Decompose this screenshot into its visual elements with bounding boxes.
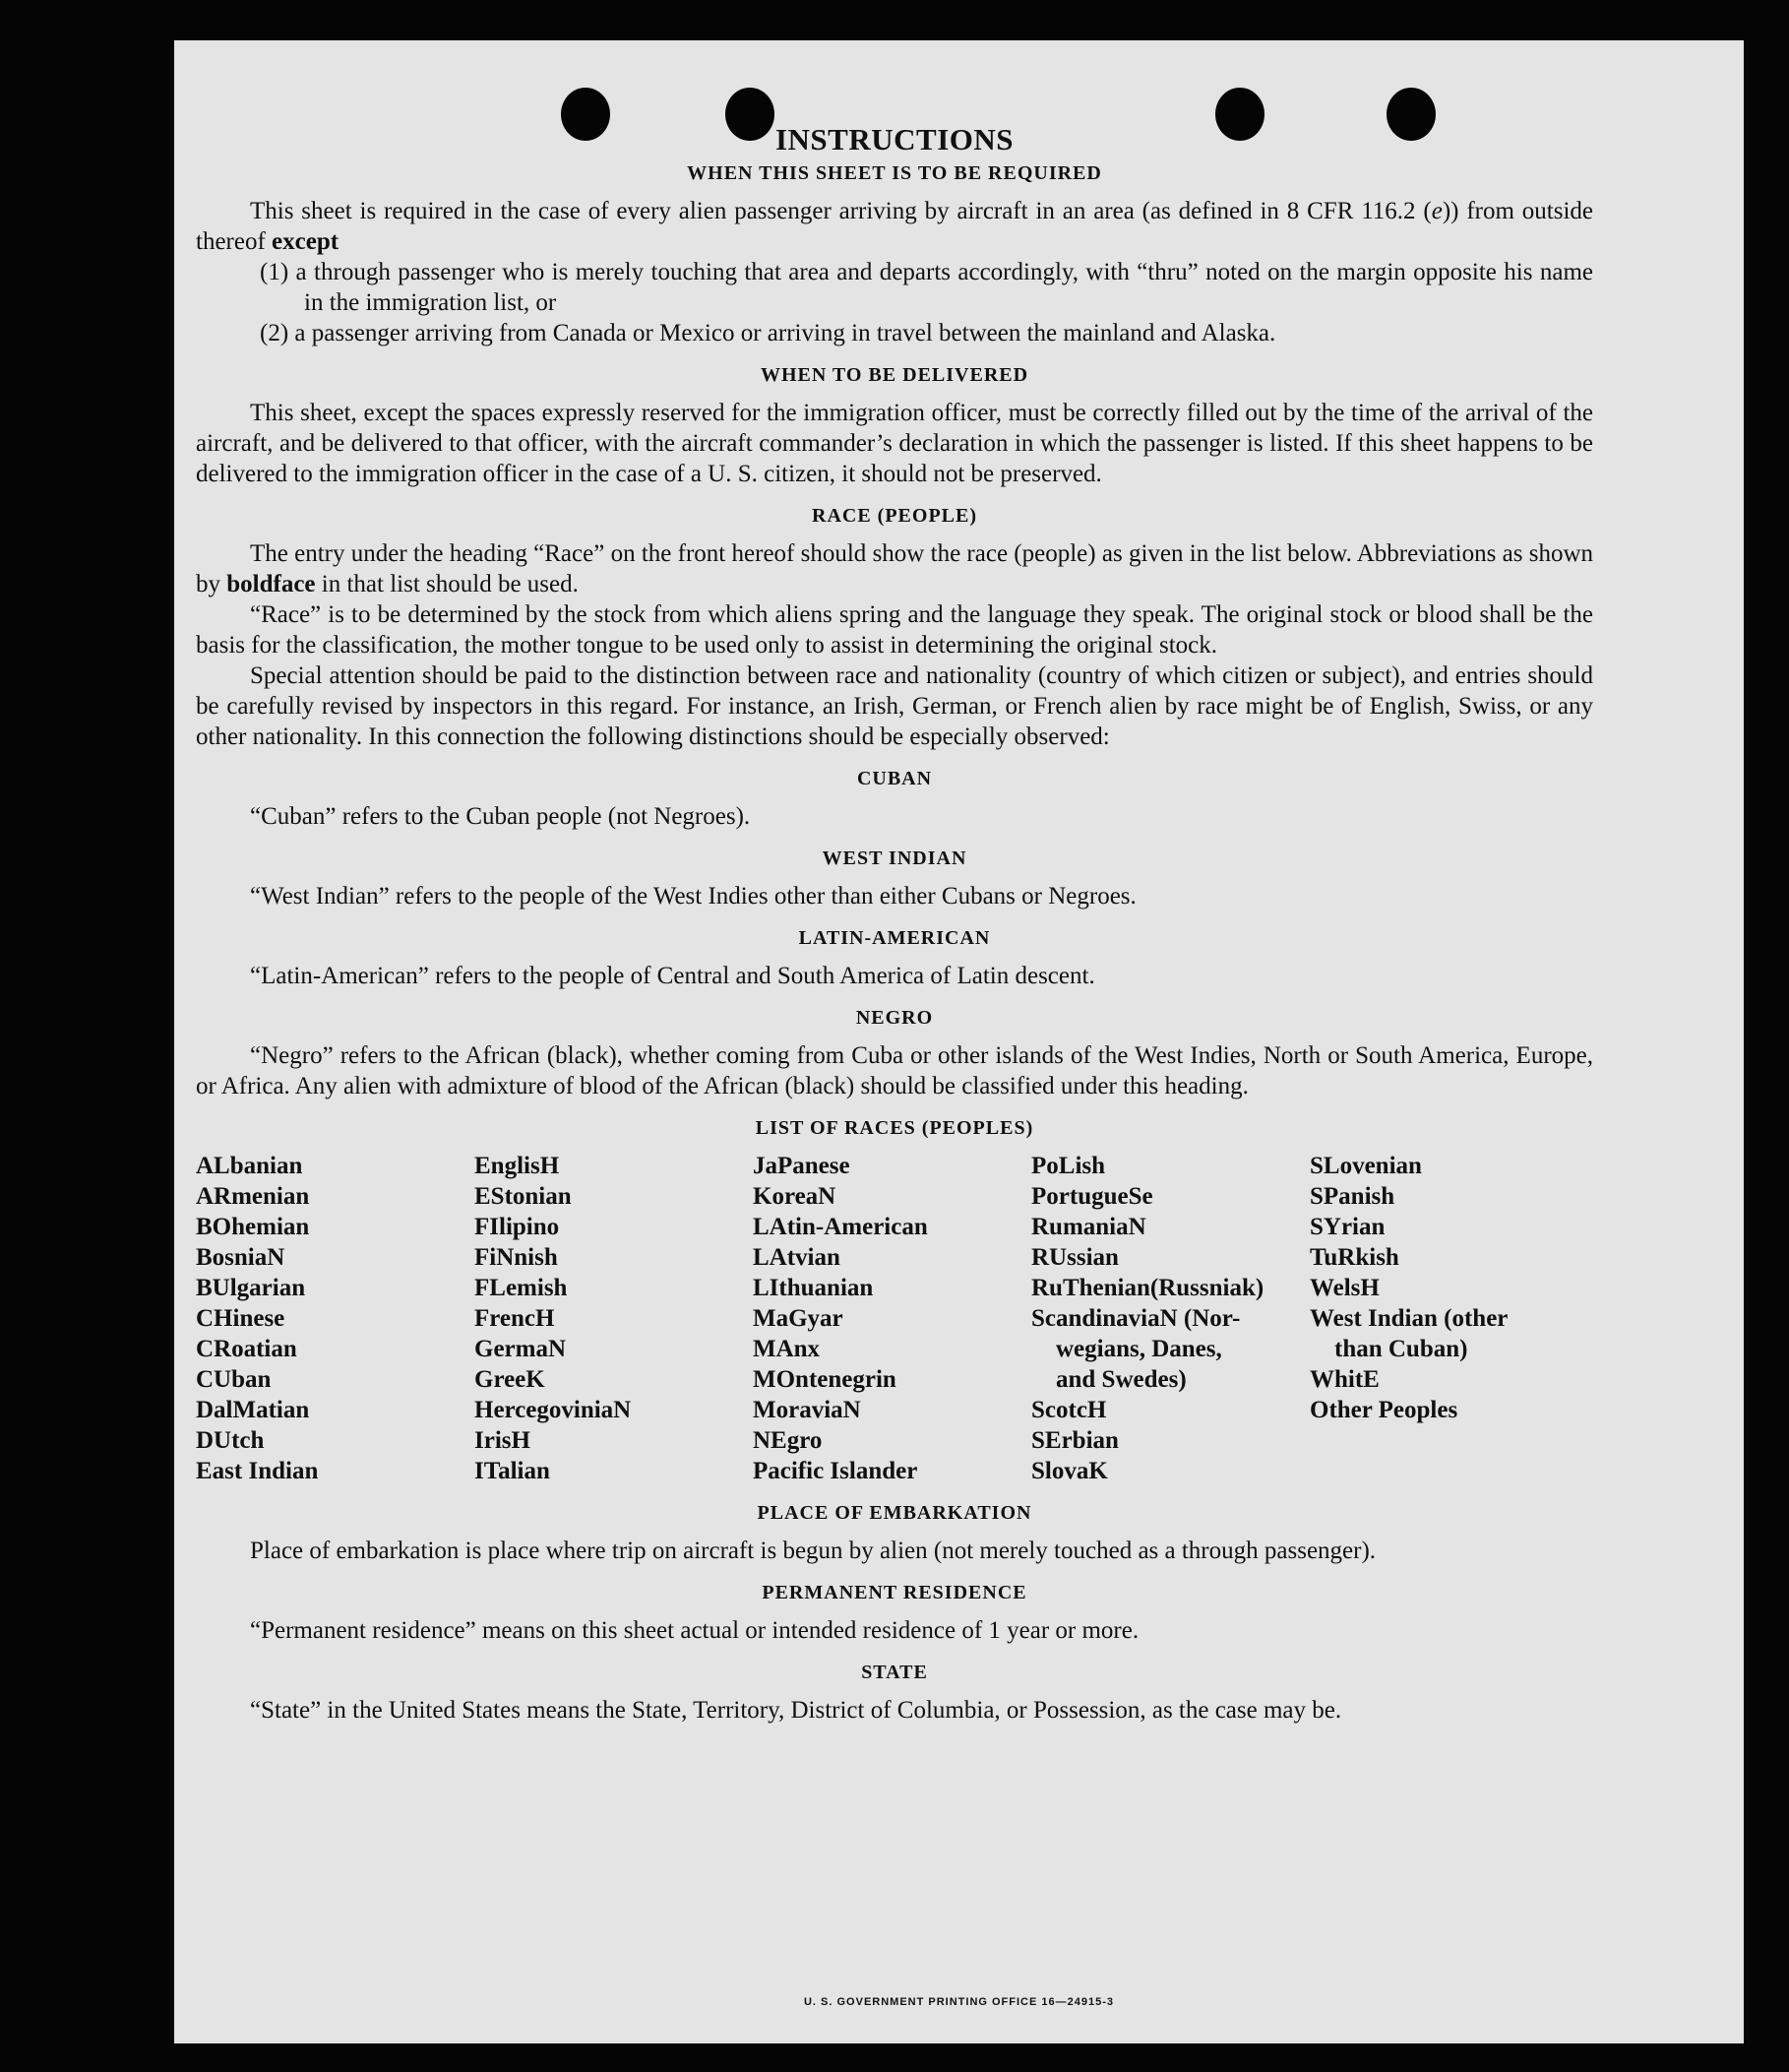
printer-footer: U. S. GOVERNMENT PRINTING OFFICE 16—24915-3	[803, 1996, 1114, 2008]
race-entry: KoreaN	[753, 1183, 836, 1210]
race-entry: MAnx	[753, 1336, 821, 1362]
race-entry: BosniaN	[196, 1244, 285, 1271]
section-heading-state: STATE	[861, 1662, 928, 1683]
section-heading-west-indian: WEST INDIAN	[822, 848, 967, 869]
race-entry: RUssian	[1031, 1244, 1119, 1271]
section-heading-race: RACE (PEOPLE)	[812, 505, 977, 527]
race-entry: LIthuanian	[753, 1275, 874, 1301]
race-entry: DUtch	[196, 1427, 265, 1454]
text-span: This sheet is required in the case of every alien passenger arriving by aircraft in an area (as defined in 8 CFR 116.2 (	[250, 198, 1432, 224]
race-entry: Other Peoples	[1310, 1397, 1458, 1423]
text-span: boldface	[226, 571, 316, 597]
race-entry: SlovaK	[1031, 1458, 1108, 1484]
race-entry: NEgro	[753, 1427, 823, 1454]
race-entry: CUban	[196, 1366, 272, 1393]
instructions-body	[196, 121, 1593, 1726]
paragraph-cuban: “Cuban” refers to the Cuban people (not Negroes).	[250, 803, 751, 830]
race-entry: ScotcH	[1031, 1397, 1107, 1423]
paragraph-state: “State” in the United States means the State, Territory, District of Columbia, or Possession, as the case may be.	[250, 1697, 1342, 1724]
race-entry: FLemish	[474, 1275, 568, 1301]
race-entry: DalMatian	[196, 1397, 310, 1423]
race-entry: SLovenian	[1310, 1153, 1422, 1179]
paragraph-negro: “Negro” refers to the African (black), whether coming from Cuba or other islands of the West Indies, North or South America, Europe, or Africa. Any alien with admixture of blood of the African (black) should be classified under this heading.	[196, 1042, 1593, 1099]
race-entry: TuRkish	[1310, 1244, 1399, 1271]
section-heading-latin-american: LATIN-AMERICAN	[798, 927, 991, 949]
section-heading-cuban: CUBAN	[856, 768, 933, 789]
race-entry: PoLish	[1031, 1153, 1106, 1179]
race-entry: FrencH	[474, 1305, 555, 1332]
paragraph-residence: “Permanent residence” means on this sheet actual or intended residence of 1 year or more.	[250, 1617, 1140, 1644]
race-entry: SErbian	[1031, 1427, 1119, 1454]
race-entry: EnglisH	[474, 1153, 560, 1179]
text-span: except	[272, 228, 339, 255]
race-entry: MOntenegrin	[753, 1366, 896, 1393]
text-span: The entry under the heading “Race” on the front hereof should show the race (people) as given in the list below. Abbreviations as shown by	[196, 540, 1593, 597]
race-entry: ITalian	[474, 1458, 550, 1484]
race-entry: GreeK	[474, 1366, 545, 1393]
page-title: INSTRUCTIONS	[774, 122, 1014, 157]
race-entry: CHinese	[196, 1305, 285, 1332]
race-entry: East Indian	[196, 1458, 319, 1484]
paragraph-race-3: Special attention should be paid to the distinction between race and nationality (country of which citizen or subject), and entries should be carefully revised by inspectors in this regard. For instance, an Irish, German, or French alien by race might be of English, Swiss, or any other nationality. In this connection the following distinctions should be especially observed:	[196, 662, 1593, 750]
race-entry: IrisH	[474, 1427, 530, 1454]
race-entry: RumaniaN	[1031, 1214, 1146, 1240]
race-entry: ScandinaviaN (Nor-	[1031, 1305, 1241, 1332]
race-entry: BOhemian	[196, 1214, 310, 1240]
text-span: in that list should be used.	[315, 571, 579, 597]
section-heading-races: LIST OF RACES (PEOPLES)	[755, 1117, 1034, 1139]
race-entry: ALbanian	[196, 1153, 303, 1179]
race-entry: WelsH	[1310, 1275, 1380, 1301]
race-entry: MaGyar	[753, 1305, 843, 1332]
races-column	[1310, 1151, 1588, 1486]
race-entry: LAtvian	[753, 1244, 840, 1271]
races-column	[474, 1151, 753, 1486]
race-entry: Pacific Islander	[753, 1458, 918, 1484]
paragraph-race-1	[196, 538, 1593, 599]
race-entry: West Indian (other	[1310, 1305, 1509, 1332]
race-entry: MoraviaN	[753, 1397, 861, 1423]
paragraph-west-indian: “West Indian” refers to the people of the West Indies other than either Cubans or Negroes.	[250, 883, 1137, 910]
text-span: e	[1431, 198, 1443, 224]
race-entry: CRoatian	[196, 1336, 297, 1362]
races-column	[1031, 1151, 1310, 1486]
section-heading-residence: PERMANENT RESIDENCE	[762, 1582, 1027, 1603]
section-heading-required: WHEN THIS SHEET IS TO BE REQUIRED	[687, 162, 1102, 184]
section-heading-negro: NEGRO	[855, 1007, 934, 1029]
race-entry: BUlgarian	[196, 1275, 306, 1301]
paragraph-race-2: “Race” is to be determined by the stock from which aliens spring and the language they speak. The original stock or blood shall be the basis for the classification, the mother tongue to be used only to assist in determining the original stock.	[196, 601, 1593, 659]
paragraph-required	[196, 196, 1593, 257]
race-entry: than Cuban)	[1334, 1336, 1468, 1362]
list-item: (2) a passenger arriving from Canada or Mexico or arriving in travel between the mainland and Alaska.	[260, 320, 1276, 346]
races-list	[196, 1151, 1593, 1486]
race-entry: ARmenian	[196, 1183, 310, 1210]
paragraph-latin-american: “Latin-American” refers to the people of Central and South America of Latin descent.	[250, 963, 1095, 989]
race-entry: FiNnish	[474, 1244, 558, 1271]
race-entry: EStonian	[474, 1183, 572, 1210]
section-heading-delivered: WHEN TO BE DELIVERED	[760, 364, 1029, 386]
paragraph-embarkation: Place of embarkation is place where trip on aircraft is begun by alien (not merely touched as a through passenger).	[250, 1538, 1377, 1564]
races-column	[196, 1151, 474, 1486]
race-entry: PortugueSe	[1031, 1183, 1153, 1210]
list-item: (1) a through passenger who is merely touching that area and departs accordingly, with “thru” noted on the margin opposite his name in the immigration list, or	[260, 259, 1593, 316]
text-span: )) from outside thereof	[196, 198, 1593, 255]
races-column	[753, 1151, 1031, 1486]
race-entry: FIlipino	[474, 1214, 560, 1240]
document-page	[174, 40, 1744, 2043]
race-entry: LAtin-American	[753, 1214, 928, 1240]
race-entry: SPanish	[1310, 1183, 1395, 1210]
race-entry: wegians, Danes,	[1056, 1336, 1222, 1362]
race-entry: RuThenian(Russniak)	[1031, 1275, 1265, 1301]
race-entry: WhitE	[1310, 1366, 1380, 1393]
race-entry: and Swedes)	[1056, 1366, 1187, 1393]
race-entry: SYrian	[1310, 1214, 1386, 1240]
section-heading-embarkation: PLACE OF EMBARKATION	[757, 1502, 1032, 1524]
race-entry: JaPanese	[753, 1153, 850, 1179]
race-entry: GermaN	[474, 1336, 567, 1362]
paragraph-delivered: This sheet, except the spaces expressly reserved for the immigration officer, must be correctly filled out by the time of the arrival of the aircraft, and be delivered to that officer, with the aircraft commander’s declaration in which the passenger is listed. If this sheet happens to be delivered to the immigration officer in the case of a U. S. citizen, it should not be preserved.	[196, 400, 1593, 487]
race-entry: HercegoviniaN	[474, 1397, 632, 1423]
